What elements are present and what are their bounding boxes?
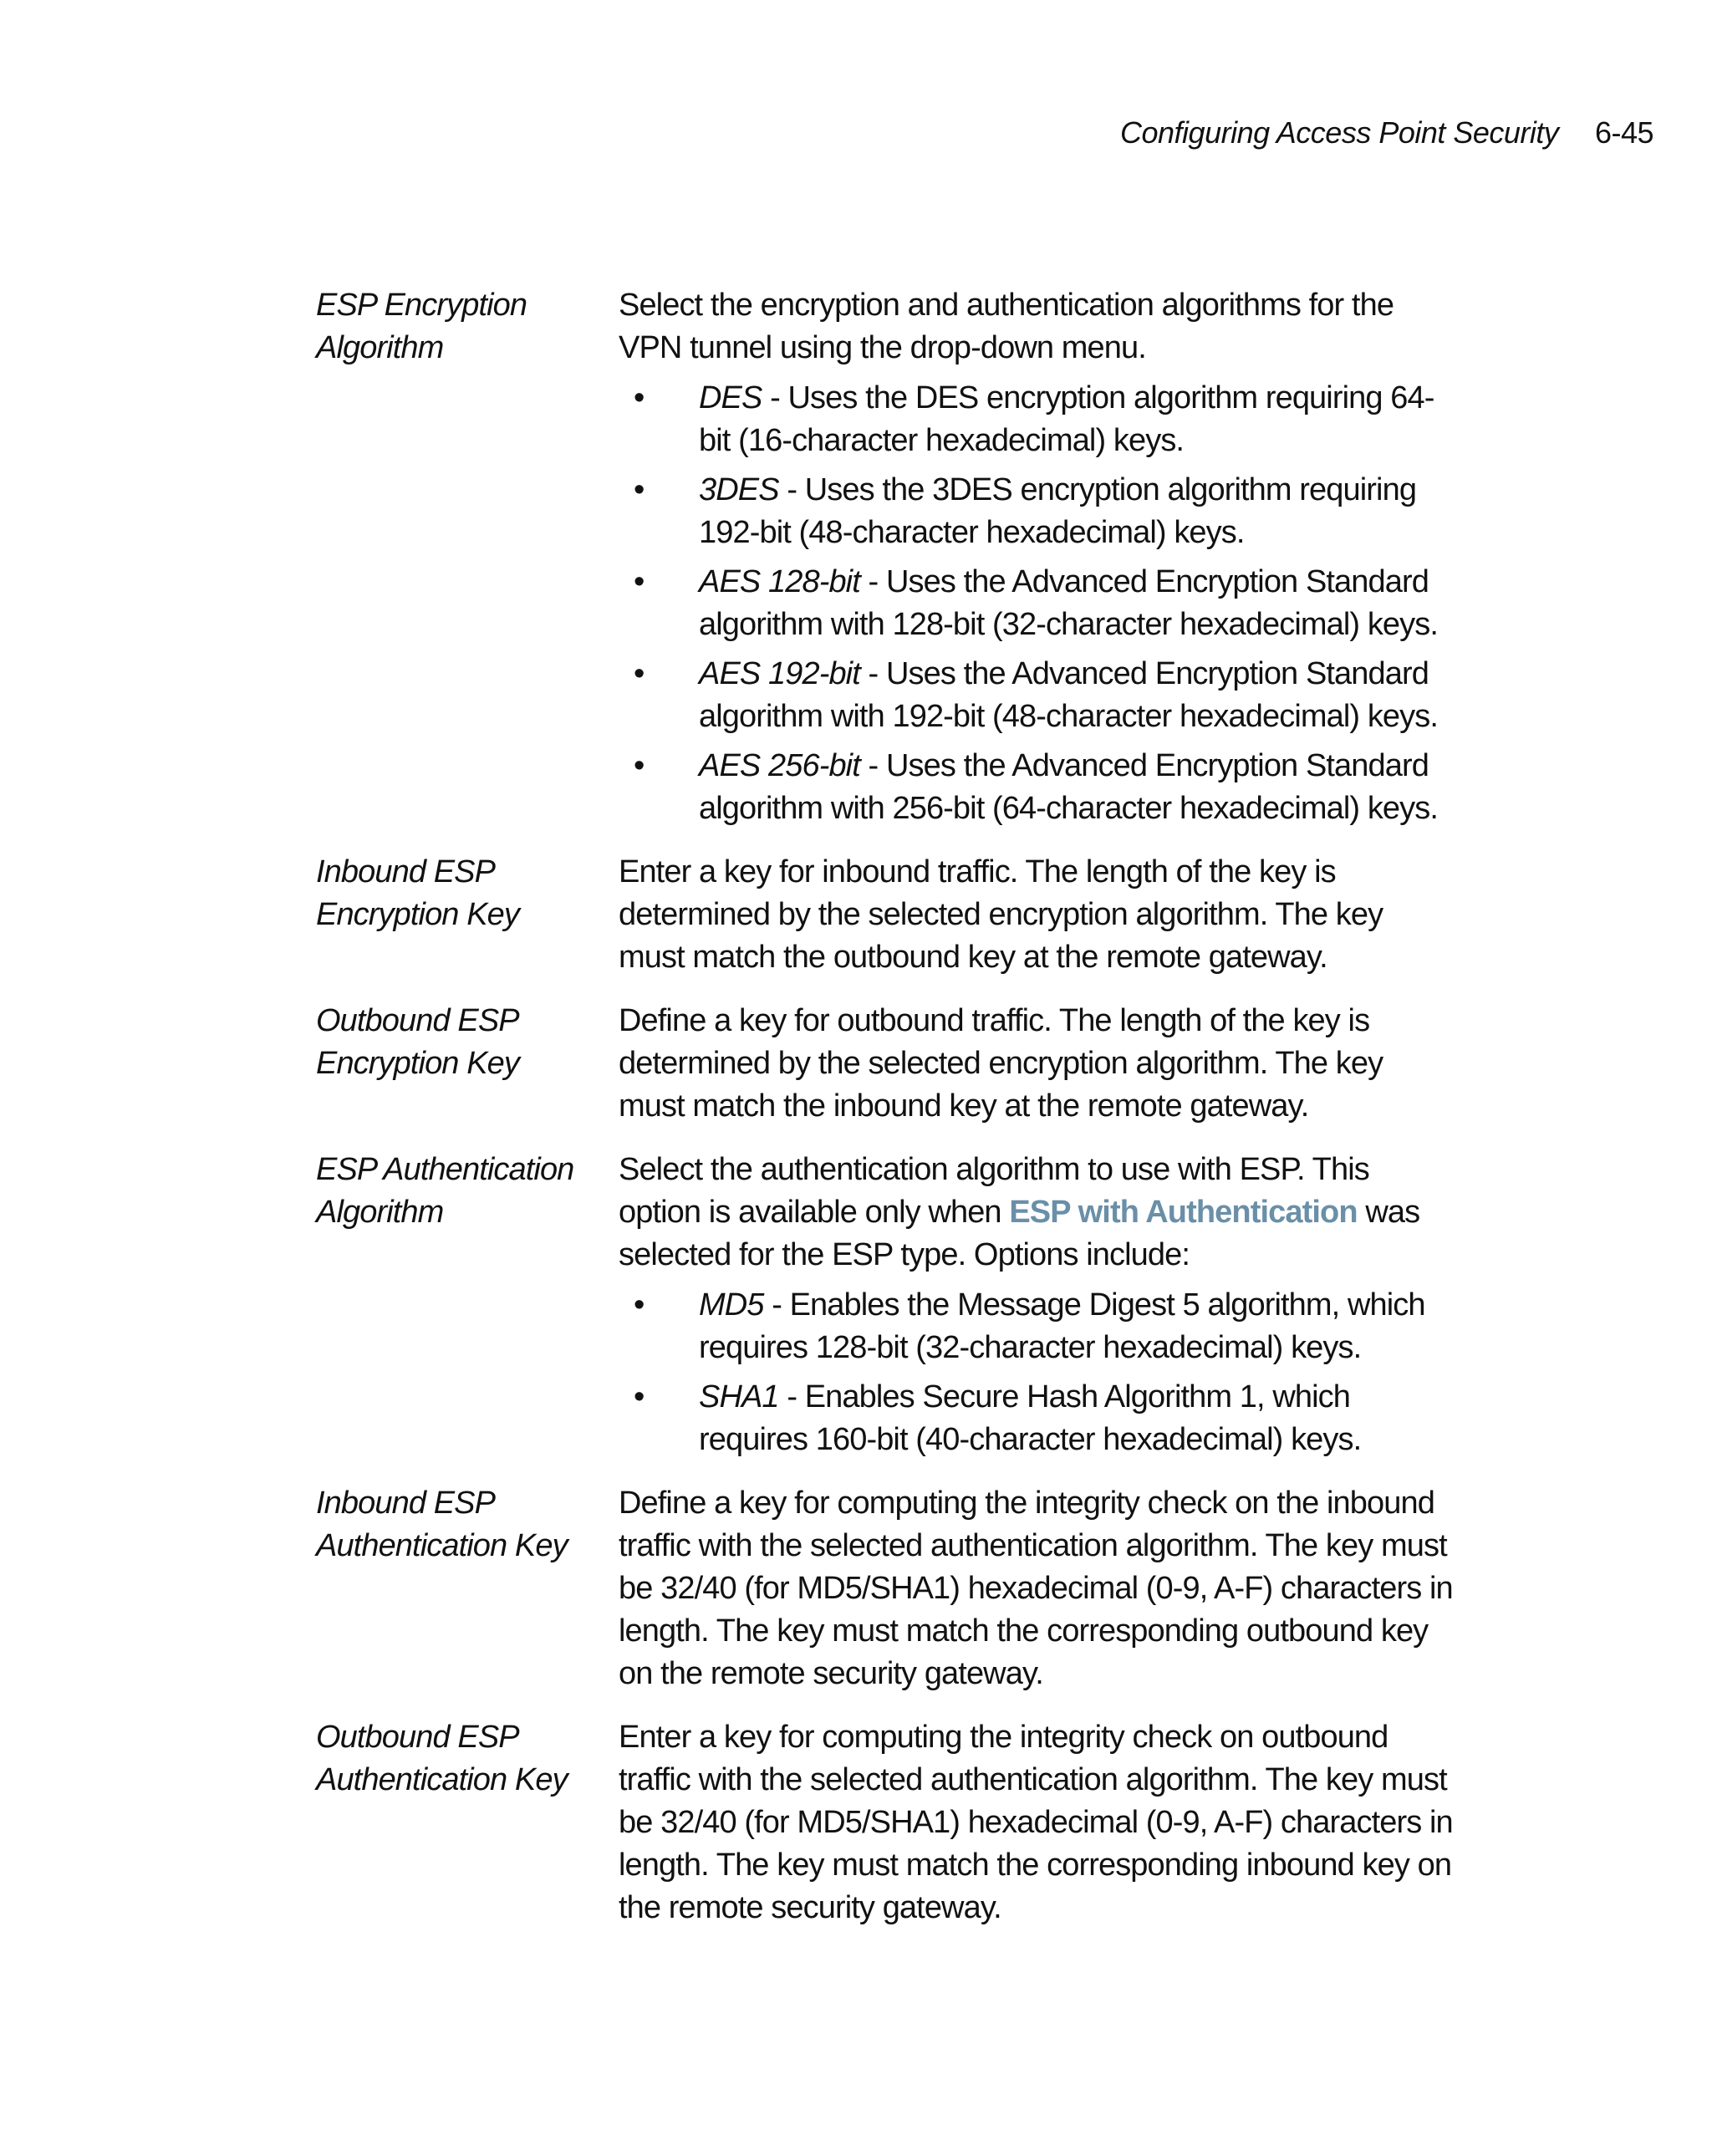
option-text: - Enables Secure Hash Algorithm 1, which requires 160-bit (40-character hexadecimal) keys. [699,1379,1362,1457]
option-text: - Uses the DES encryption algorithm requiring 64-bit (16-character hexadecimal) keys. [699,380,1434,458]
parameter-table [316,284,1470,1950]
parameter-description [619,284,1455,830]
parameter-term: Outbound ESP Authentication Key [316,1720,568,1797]
option-name: DES [699,380,762,415]
option-text: - Uses the 3DES encryption algorithm requiring 192-bit (48-character hexadecimal) keys. [699,472,1417,550]
option-name: MD5 [699,1287,764,1323]
parameter-term: Inbound ESP Encryption Key [316,854,519,932]
description-text: Define a key for computing the integrity check on the inbound traffic with the selected authentication algorithm. The key must be 32/40 (for MD5/SHA1) hexadecimal (0-9, A-F) characters in length. The key must match the corresponding outbound key on the remote security gateway. [619,1486,1453,1691]
running-header-section: Configuring Access Point Security [1120,115,1559,150]
bullet-icon: • [634,564,645,599]
parameter-description [619,851,1455,979]
description-text: Enter a key for computing the integrity check on outbound traffic with the selected authentication algorithm. The key must be 32/40 (for MD5/SHA1) hexadecimal (0-9, A-F) characters in length. The key must match the corresponding inbound key on the remote security gateway. [619,1720,1453,1925]
parameter-description [619,1716,1455,1929]
description-text: Select the authentication algorithm to use with ESP. This option is available only when ESP with Authentication was selected for the ESP type. Options include: [619,1152,1420,1272]
parameter-term: ESP Encryption Algorithm [316,288,527,365]
option-list [619,377,1455,830]
description-text: Define a key for outbound traffic. The length of the key is determined by the selected encryption algorithm. The key must match the inbound key at the remote gateway. [619,1003,1383,1124]
list-item [619,469,1455,554]
bullet-icon: • [634,656,645,691]
bullet-icon: • [634,1287,645,1323]
parameter-description [619,1000,1455,1128]
option-name: AES 128-bit [699,564,860,599]
parameter-row-inbound-esp-encryption-key [316,851,1470,979]
option-name: AES 256-bit [699,748,860,783]
option-name: 3DES [699,472,779,507]
option-text: - Uses the Advanced Encryption Standard algorithm with 192-bit (48-character hexadecimal) keys. [699,656,1439,734]
bullet-icon: • [634,748,645,783]
list-item [619,1376,1455,1461]
parameter-description [619,1482,1455,1695]
parameter-term: ESP Authentication Algorithm [316,1152,574,1230]
option-text: - Enables the Message Digest 5 algorithm, which requires 128-bit (32-character hexadecimal) keys. [699,1287,1425,1365]
option-text: - Uses the Advanced Encryption Standard algorithm with 256-bit (64-character hexadecimal) keys. [699,748,1439,826]
parameter-row-outbound-esp-encryption-key [316,1000,1470,1128]
bullet-icon: • [634,380,645,415]
bullet-icon: • [634,472,645,507]
option-name: AES 192-bit [699,656,860,691]
list-item [619,1284,1455,1369]
parameter-term: Outbound ESP Encryption Key [316,1003,519,1081]
option-text: - Uses the Advanced Encryption Standard algorithm with 128-bit (32-character hexadecimal) keys. [699,564,1439,642]
list-item [619,745,1455,830]
bullet-icon: • [634,1379,645,1414]
parameter-description [619,1149,1455,1461]
parameter-row-esp-authentication-algorithm [316,1149,1470,1461]
list-item [619,653,1455,738]
option-list [619,1284,1455,1461]
parameter-row-outbound-esp-authentication-key [316,1716,1470,1929]
description-text: Enter a key for inbound traffic. The length of the key is determined by the selected encryption algorithm. The key must match the outbound key at the remote gateway. [619,854,1383,975]
description-text: Select the encryption and authentication algorithms for the VPN tunnel using the drop-down menu. [619,288,1394,365]
option-name: SHA1 [699,1379,779,1414]
list-item [619,377,1455,462]
list-item [619,561,1455,646]
page-header [1120,115,1653,150]
page-number: 6-45 [1594,115,1653,150]
parameter-row-esp-encryption-algorithm [316,284,1470,830]
parameter-term: Inbound ESP Authentication Key [316,1486,568,1563]
parameter-row-inbound-esp-authentication-key [316,1482,1470,1695]
ui-reference-esp-with-authentication: ESP with Authentication [1009,1195,1358,1230]
